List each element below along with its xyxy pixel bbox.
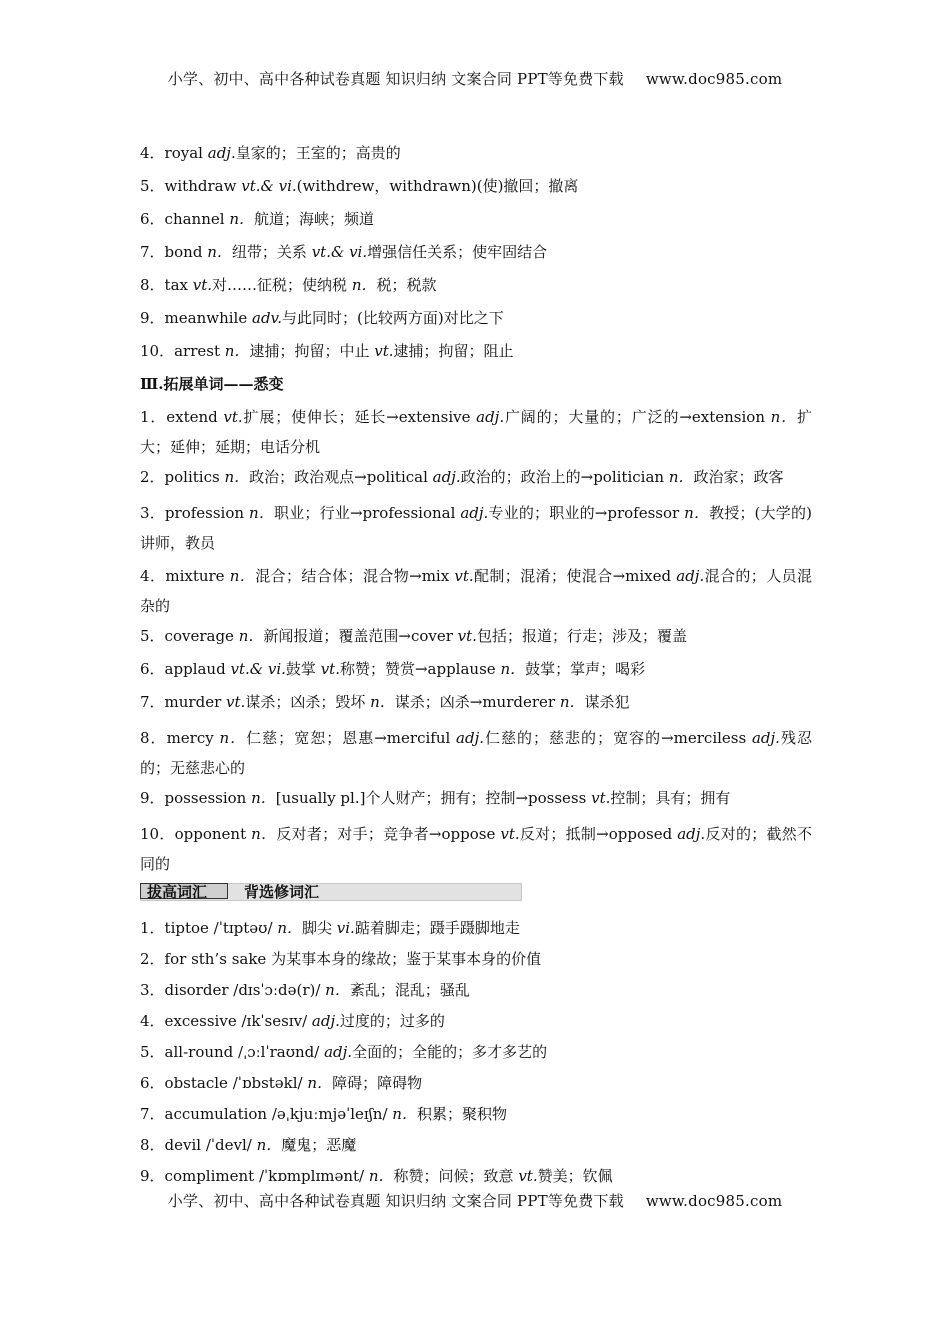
item-word: applaud bbox=[164, 660, 231, 678]
item-meaning: 政治；政治观点→political bbox=[249, 468, 433, 486]
item-meaning: 广阔的；大量的；广泛的→extension bbox=[504, 408, 771, 426]
item-number: 5． bbox=[140, 177, 165, 195]
item-number: 2． bbox=[140, 468, 165, 486]
item-word: for sth’s sake bbox=[164, 950, 272, 968]
footer-text: 小学、初中、高中各种试卷真题 知识归纳 文案合同 PPT等免费下载 bbox=[167, 1192, 624, 1210]
item-number: 8． bbox=[140, 1136, 165, 1154]
list-item bbox=[140, 174, 812, 207]
item-meaning: 皇家的；王室的；高贵的 bbox=[235, 144, 401, 162]
item-meaning: (withdrew，withdrawn)(使)撤回；撤离 bbox=[296, 177, 579, 195]
item-meaning: 包括；报道；行走；涉及；覆盖 bbox=[476, 627, 687, 645]
item-word: accumulation /əˌkjuːmjəˈleɪʃn/ bbox=[164, 1105, 393, 1123]
item-number: 7． bbox=[140, 1105, 165, 1123]
item-meaning: 扩大；延伸；延期；电话分机 bbox=[140, 408, 812, 456]
item-word: withdraw bbox=[164, 177, 237, 195]
item-pos: n． bbox=[370, 693, 395, 711]
item-pos: vt.& vi. bbox=[230, 660, 286, 678]
item-meaning: 脚尖 bbox=[301, 919, 337, 937]
item-number: 3． bbox=[140, 504, 165, 522]
list-item bbox=[140, 1133, 812, 1164]
item-pos: n． bbox=[238, 627, 264, 645]
item-meaning: 扩展；使伸长；延长→extensive bbox=[242, 408, 477, 426]
header-site: www.doc985.com bbox=[645, 70, 783, 88]
list-item bbox=[140, 723, 812, 783]
item-pos: n． bbox=[224, 468, 250, 486]
list-item bbox=[140, 402, 812, 462]
item-pos: vt. bbox=[518, 1167, 538, 1185]
item-pos: n． bbox=[277, 919, 302, 937]
item-pos: n． bbox=[207, 243, 232, 261]
item-pos: vt.& vi. bbox=[311, 243, 368, 261]
item-meaning: 与此同时；(比较两方面)对比之下 bbox=[282, 309, 504, 327]
item-meaning: 反对的；截然不同的 bbox=[140, 825, 812, 873]
list-item bbox=[140, 819, 812, 879]
item-number: 10． bbox=[140, 825, 175, 843]
item-pos: vt. bbox=[192, 276, 213, 294]
item-meaning: 谋杀犯 bbox=[584, 693, 630, 711]
item-number: 9． bbox=[140, 309, 165, 327]
item-pos: vt. bbox=[320, 660, 340, 678]
list-item bbox=[140, 690, 812, 723]
item-meaning: 称赞；赞赏→applause bbox=[339, 660, 501, 678]
list-item bbox=[140, 207, 812, 240]
list-item bbox=[140, 465, 812, 498]
item-meaning: 赞美；钦佩 bbox=[537, 1167, 613, 1185]
item-pos: n． bbox=[770, 408, 797, 426]
item-number: 9． bbox=[140, 1167, 165, 1185]
item-meaning: 纽带；关系 bbox=[231, 243, 312, 261]
item-meaning: 航道；海峡；频道 bbox=[254, 210, 375, 228]
item-pos: adv. bbox=[252, 309, 283, 327]
item-number: 1． bbox=[140, 919, 165, 937]
item-meaning: 反对者；对手；竞争者→oppose bbox=[276, 825, 501, 843]
item-number: 9． bbox=[140, 789, 165, 807]
item-pos: n． bbox=[325, 981, 350, 999]
list-item bbox=[140, 498, 812, 558]
item-meaning: 仁慈的；慈悲的；宽容的→merciless bbox=[484, 729, 752, 747]
list-item bbox=[140, 306, 812, 339]
item-meaning: 混合的；人员混杂的 bbox=[140, 567, 812, 615]
item-pos: adj. bbox=[311, 1012, 340, 1030]
item-word: mercy bbox=[166, 729, 220, 747]
item-pos: adj. bbox=[476, 408, 505, 426]
item-meaning: 鼓掌；掌声；喝彩 bbox=[525, 660, 646, 678]
item-meaning: 税；税款 bbox=[376, 276, 437, 294]
item-pos: vt. bbox=[500, 825, 520, 843]
item-pos: adj. bbox=[751, 729, 780, 747]
item-pos: n． bbox=[559, 693, 585, 711]
item-meaning: 专业的；职业的→professor bbox=[488, 504, 685, 522]
item-meaning: 教授；(大学的)讲师，教员 bbox=[140, 504, 812, 552]
document-body bbox=[140, 141, 812, 1195]
list-item bbox=[140, 1009, 812, 1040]
item-pos: vt. bbox=[223, 408, 243, 426]
page-footer bbox=[0, 1190, 950, 1211]
item-word: compliment /ˈkɒmplɪmənt/ bbox=[164, 1167, 369, 1185]
item-word: tiptoe /ˈtɪptəʊ/ bbox=[164, 919, 278, 937]
item-number: 10． bbox=[140, 342, 175, 360]
list-item bbox=[140, 657, 812, 690]
item-pos: n． bbox=[251, 789, 276, 807]
item-word: meanwhile bbox=[164, 309, 248, 327]
item-pos: vt. bbox=[457, 627, 477, 645]
item-meaning: 增强信任关系；使牢固结合 bbox=[367, 243, 548, 261]
item-word: possession bbox=[164, 789, 252, 807]
item-meaning: [usually pl.]个人财产；拥有；控制→possess bbox=[275, 789, 592, 807]
item-word: profession bbox=[164, 504, 249, 522]
item-word: devil /ˈdevl/ bbox=[164, 1136, 257, 1154]
item-number: 4． bbox=[140, 144, 165, 162]
section-title: Ⅲ.拓展单词——悉变 bbox=[140, 375, 284, 393]
list-item bbox=[140, 339, 812, 372]
item-pos: n． bbox=[684, 504, 710, 522]
word-list-expand bbox=[140, 402, 812, 879]
item-pos: vt. bbox=[226, 693, 246, 711]
item-word: bond bbox=[164, 243, 203, 261]
item-meaning: 魔鬼；恶魔 bbox=[281, 1136, 357, 1154]
item-meaning: 反对；抵制→opposed bbox=[519, 825, 678, 843]
item-pos: vt. bbox=[454, 567, 474, 585]
item-pos: n． bbox=[368, 1167, 394, 1185]
item-pos: adj. bbox=[677, 825, 706, 843]
item-pos: adj. bbox=[460, 504, 489, 522]
page-header bbox=[0, 68, 950, 89]
item-meaning: 对……征税；使纳税 bbox=[212, 276, 352, 294]
item-meaning: 政治家；政客 bbox=[693, 468, 784, 486]
item-pos: vt.& vi. bbox=[241, 177, 297, 195]
item-number: 6． bbox=[140, 1074, 165, 1092]
item-number: 7． bbox=[140, 693, 165, 711]
item-pos: n． bbox=[500, 660, 526, 678]
item-meaning: 全面的；全能的；多才多艺的 bbox=[352, 1043, 548, 1061]
item-meaning: 过度的；过多的 bbox=[339, 1012, 445, 1030]
item-number: 5． bbox=[140, 1043, 165, 1061]
item-meaning: 称赞；问候；致意 bbox=[393, 1167, 519, 1185]
item-word: excessive /ɪkˈsesɪv/ bbox=[164, 1012, 312, 1030]
footer-site: www.doc985.com bbox=[645, 1192, 783, 1210]
item-pos: adj. bbox=[676, 567, 705, 585]
banner-label: 拔高词汇 bbox=[147, 883, 208, 901]
item-word: royal bbox=[164, 144, 203, 162]
item-word: obstacle /ˈɒbstəkl/ bbox=[164, 1074, 308, 1092]
item-pos: vi. bbox=[336, 919, 355, 937]
item-number: 2． bbox=[140, 950, 165, 968]
banner-subtitle: 背选修词汇 bbox=[244, 883, 320, 901]
item-word: coverage bbox=[164, 627, 239, 645]
list-item bbox=[140, 916, 812, 947]
item-pos: adj. bbox=[324, 1043, 353, 1061]
list-item bbox=[140, 1040, 812, 1071]
item-word: tax bbox=[164, 276, 188, 294]
item-pos: n． bbox=[219, 729, 247, 747]
item-word: channel bbox=[164, 210, 225, 228]
item-meaning: 逮捕；拘留；阻止 bbox=[393, 342, 514, 360]
item-meaning: 鼓掌 bbox=[285, 660, 321, 678]
item-meaning: 政治的；政治上的→politician bbox=[460, 468, 669, 486]
item-number: 4． bbox=[140, 567, 166, 585]
item-word: opponent bbox=[174, 825, 252, 843]
item-number: 8． bbox=[140, 276, 165, 294]
item-meaning: 新闻报道；覆盖范围→cover bbox=[263, 627, 458, 645]
item-meaning: 配制；混淆；使混合→mixed bbox=[473, 567, 677, 585]
item-pos: n． bbox=[351, 276, 377, 294]
item-meaning: 积累；聚积物 bbox=[416, 1105, 507, 1123]
list-item bbox=[140, 141, 812, 174]
item-pos: n． bbox=[392, 1105, 417, 1123]
item-word: murder bbox=[164, 693, 227, 711]
item-meaning: 混合；结合体；混合物→mix bbox=[255, 567, 455, 585]
item-pos: n． bbox=[256, 1136, 282, 1154]
item-pos: adj. bbox=[207, 144, 236, 162]
item-pos: vt. bbox=[374, 342, 394, 360]
item-meaning: 仁慈；宽恕；恩惠→merciful bbox=[246, 729, 457, 747]
list-item bbox=[140, 1102, 812, 1133]
item-pos: vt. bbox=[591, 789, 611, 807]
item-meaning: 谋杀；凶杀→murderer bbox=[394, 693, 560, 711]
item-meaning: 紊乱；混乱；骚乱 bbox=[349, 981, 470, 999]
list-item bbox=[140, 240, 812, 273]
item-pos: n． bbox=[668, 468, 694, 486]
item-pos: n． bbox=[229, 210, 254, 228]
list-item bbox=[140, 947, 812, 978]
item-number: 6． bbox=[140, 660, 165, 678]
item-meaning: 踮着脚走；蹑手蹑脚地走 bbox=[354, 919, 520, 937]
item-pos: adj. bbox=[456, 729, 485, 747]
list-item bbox=[140, 978, 812, 1009]
section-banner bbox=[140, 882, 520, 902]
list-item bbox=[140, 273, 812, 306]
item-word: politics bbox=[164, 468, 225, 486]
item-number: 1． bbox=[140, 408, 167, 426]
item-meaning: 职业；行业→professional bbox=[274, 504, 461, 522]
item-pos: adj. bbox=[432, 468, 461, 486]
item-pos: n． bbox=[229, 567, 256, 585]
item-word: mixture bbox=[165, 567, 230, 585]
item-meaning: 控制；具有；拥有 bbox=[610, 789, 731, 807]
item-meaning: 残忍的；无慈悲心的 bbox=[140, 729, 812, 777]
item-meaning: 为某事本身的缘故；鉴于某事本身的价值 bbox=[271, 950, 542, 968]
word-list-basic bbox=[140, 141, 812, 372]
item-meaning: 谋杀；凶杀；毁坏 bbox=[245, 693, 371, 711]
item-number: 3． bbox=[140, 981, 165, 999]
item-number: 5． bbox=[140, 627, 165, 645]
item-word: extend bbox=[166, 408, 224, 426]
list-item bbox=[140, 786, 812, 819]
item-number: 4． bbox=[140, 1012, 165, 1030]
item-pos: n． bbox=[224, 342, 250, 360]
list-item bbox=[140, 1071, 812, 1102]
header-text: 小学、初中、高中各种试卷真题 知识归纳 文案合同 PPT等免费下载 bbox=[167, 70, 624, 88]
item-word: all-round /ˌɔːlˈraʊnd/ bbox=[164, 1043, 325, 1061]
word-list-advanced bbox=[140, 916, 812, 1195]
list-item bbox=[140, 561, 812, 621]
item-number: 8． bbox=[140, 729, 167, 747]
item-pos: n． bbox=[249, 504, 275, 522]
item-number: 7． bbox=[140, 243, 165, 261]
item-word: disorder /dɪsˈɔːdə(r)/ bbox=[164, 981, 326, 999]
item-number: 6． bbox=[140, 210, 165, 228]
item-meaning: 逮捕；拘留；中止 bbox=[249, 342, 375, 360]
item-pos: n． bbox=[307, 1074, 333, 1092]
list-item bbox=[140, 624, 812, 657]
item-word: arrest bbox=[174, 342, 220, 360]
item-pos: n． bbox=[251, 825, 277, 843]
item-meaning: 障碍；障碍物 bbox=[332, 1074, 423, 1092]
